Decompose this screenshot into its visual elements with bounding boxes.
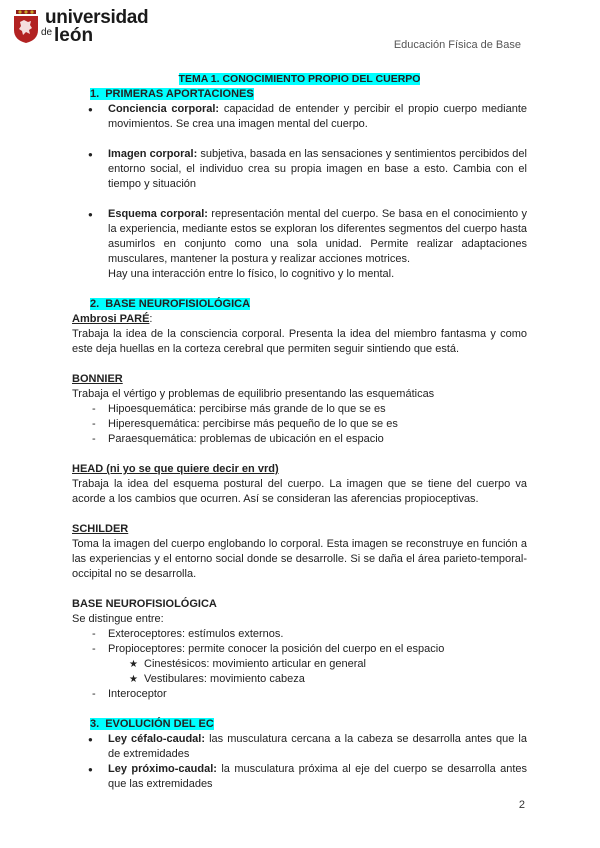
receptor-list [72, 627, 527, 657]
list-item: - Exteroceptores: estímulos externos. [72, 627, 527, 642]
university-logo [12, 8, 148, 45]
logo-leon [41, 25, 148, 46]
bonnier-text: Trabaja el vértigo y problemas de equilibrio presentando las esquemáticas [72, 388, 435, 400]
schilder-text: Toma la imagen del cuerpo englobando lo corporal. Esta imagen se reconstruye en función a las experiencias y el entorno social donde se desarrolle. Si se daña el área parieto-temporal-occipital no se desarrolla. [72, 538, 527, 580]
header-course-title: Educación Física de Base [393, 39, 521, 51]
list-item: - Propioceptores: permite conocer la posición del cuerpo en el espacio [72, 642, 527, 657]
crest-icon [12, 8, 40, 44]
section-1-heading: 1. PRIMERAS APORTACIONES [90, 88, 254, 100]
head-text: Trabaja la idea del esquema postural del cuerpo. La imagen que se tiene del cuerpo va acorde a los cambios que ocurren. Así se consideran las aferencias propioceptivas. [72, 478, 527, 505]
list-item: ★ Cinestésicos: movimiento articular en general [72, 657, 527, 672]
section-2-heading: 2. BASE NEUROFISIOLÓGICA [90, 298, 251, 310]
pare-text: Trabaja la idea de la consciencia corporal. Presenta la idea del miembro fantasma y como este deja huellas en la corteza cerebral que permiten seguir sintiendo que está. [72, 328, 527, 355]
logo-leon-text: león [54, 25, 94, 46]
list-item: - Interoceptor [72, 687, 527, 702]
section-3-list [72, 732, 527, 792]
list-item: ● Ley céfalo-caudal: las musculatura cercana a la cabeza se desarrolla antes que la de extremidades [72, 732, 527, 762]
bonnier-heading: BONNIER [72, 373, 123, 385]
page-number: 2 [518, 799, 525, 811]
list-item: ● Ley próximo-caudal: la musculatura próxima al eje del cuerpo se desarrolla antes que las extremidades [72, 762, 527, 792]
list-item: ● Imagen corporal: subjetiva, basada en las sensaciones y sentimientos percibidos del entorno social, el individuo crea su propia imagen en base a esto. Cambia con el tiempo y situación [72, 147, 527, 192]
list-item: ● Conciencia corporal: capacidad de entender y percibir el propio cuerpo mediante movimientos. Se crea una imagen mental del cuerpo. [72, 102, 527, 132]
schilder-heading: SCHILDER [72, 523, 129, 535]
list-item: - Hiperesquemática: percibirse más pequeño de lo que se es [72, 417, 527, 432]
logo-universidad: universidad [45, 7, 149, 28]
list-item: - Hipoesquemática: percibirse más grande de lo que se es [72, 402, 527, 417]
head-heading: HEAD (ni yo se que quiere decir en vrd) [72, 463, 279, 475]
base-heading: BASE NEUROFISIOLÓGICA [72, 598, 217, 610]
section-3-heading: 3. EVOLUCIÓN DEL EC [90, 718, 214, 730]
list-item: ★ Vestibulares: movimiento cabeza [72, 672, 527, 687]
bonnier-list [72, 402, 527, 447]
document-body [72, 72, 527, 792]
logo-de: de [41, 27, 53, 38]
page-title: TEMA 1. CONOCIMIENTO PROPIO DEL CUERPO [178, 73, 421, 85]
base-intro: Se distingue entre: [72, 613, 164, 625]
list-item: ● Esquema corporal: representación mental del cuerpo. Se basa en el conocimiento y la experiencia, mediante estos se exploran los diferentes segmentos del cuerpo hasta asumirlos en conjunto como una sola unidad. Permite realizar adaptaciones musculares, mantener la postura y realizar acciones motrices. Hay una interacción entre lo físico, lo cognitivo y lo mental. [72, 207, 527, 282]
pare-heading: Ambrosi PARÉ: [72, 313, 153, 325]
section-1-list [72, 102, 527, 132]
propioceptor-sublist [72, 657, 527, 687]
list-item: - Paraesquemática: problemas de ubicación en el espacio [72, 432, 527, 447]
